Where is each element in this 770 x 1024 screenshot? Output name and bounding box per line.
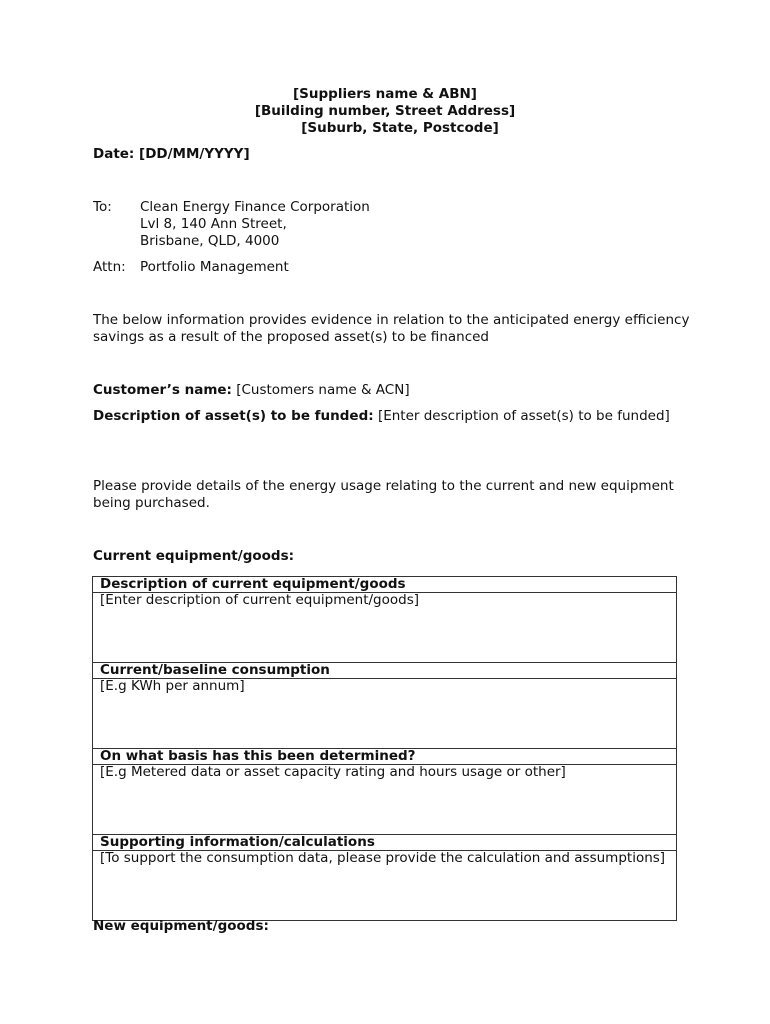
table-row xyxy=(93,765,677,835)
to-line-1: Clean Energy Finance Corporation xyxy=(140,199,370,215)
to-line-3: Brisbane, QLD, 4000 xyxy=(140,233,280,249)
current-equipment-table xyxy=(92,576,677,921)
table-row xyxy=(93,663,677,679)
customer-label: Customer’s name: xyxy=(93,382,232,398)
to-label: To: xyxy=(93,199,112,215)
basis-field[interactable]: [E.g Metered data or asset capacity rating and hours usage or other] xyxy=(93,765,677,835)
date-line: Date: [DD/MM/YYYY] xyxy=(93,146,250,162)
suburb-postcode: [Suburb, State, Postcode] xyxy=(301,120,499,136)
baseline-consumption-header: Current/baseline consumption xyxy=(93,663,677,679)
customer-value: [Customers name & ACN] xyxy=(231,382,410,398)
new-equipment-heading: New equipment/goods: xyxy=(93,918,269,934)
table-row xyxy=(93,593,677,663)
description-field[interactable]: [Enter description of current equipment/goods] xyxy=(93,593,677,663)
customer-line xyxy=(93,382,410,399)
description-header: Description of current equipment/goods xyxy=(93,577,677,593)
table-row xyxy=(93,577,677,593)
baseline-consumption-field[interactable]: [E.g KWh per annum] xyxy=(93,679,677,749)
supporting-info-field[interactable]: [To support the consumption data, please provide the calculation and assumptions] xyxy=(93,851,677,921)
table-row xyxy=(93,851,677,921)
asset-description-line xyxy=(93,408,730,425)
table-row xyxy=(93,679,677,749)
asset-description-label: Description of asset(s) to be funded: xyxy=(93,408,374,424)
asset-description-value: [Enter description of asset(s) to be funded] xyxy=(373,408,670,424)
usage-request-paragraph: Please provide details of the energy usage relating to the current and new equipment being purchased. xyxy=(93,478,674,511)
supplier-name: [Suppliers name & ABN] xyxy=(293,86,477,102)
to-line-2: Lvl 8, 140 Ann Street, xyxy=(140,216,287,232)
attn-value: Portfolio Management xyxy=(140,259,289,275)
building-address: [Building number, Street Address] xyxy=(254,103,516,119)
basis-header: On what basis has this been determined? xyxy=(93,749,677,765)
supporting-info-header: Supporting information/calculations xyxy=(93,835,677,851)
table-row xyxy=(93,749,677,765)
intro-paragraph: The below information provides evidence in relation to the anticipated energy efficiency savings as a result of the proposed asset(s) to be financed xyxy=(93,312,690,345)
attn-label: Attn: xyxy=(93,259,126,275)
current-equipment-heading: Current equipment/goods: xyxy=(93,548,295,564)
table-row xyxy=(93,835,677,851)
